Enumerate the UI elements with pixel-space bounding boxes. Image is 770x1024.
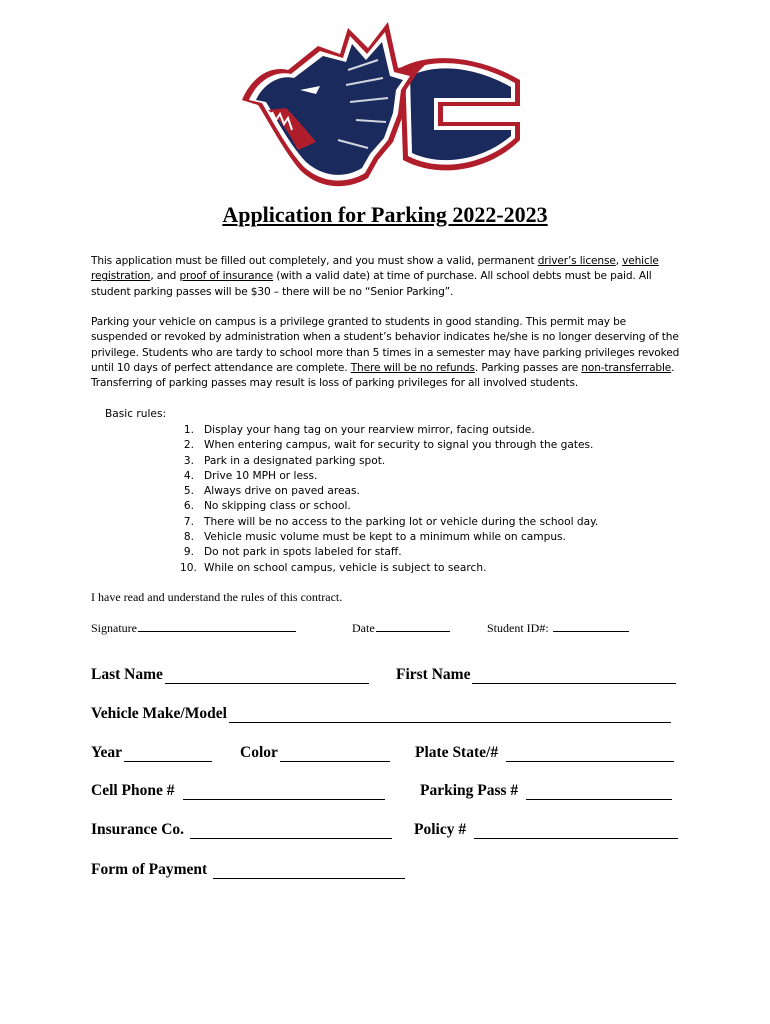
- student-id-line[interactable]: [553, 620, 629, 632]
- rule-text: Do not park in spots labeled for staff.: [204, 546, 402, 559]
- rule-item: [180, 423, 598, 438]
- rule-text: When entering campus, wait for security to signal you through the gates.: [204, 439, 594, 452]
- last-name-line[interactable]: [165, 669, 369, 684]
- privilege-text: Parking your vehicle on campus is a privilege granted to students in good standing. This permit may be suspended or revoked by administration when a student’s behavior indicates he/she is no longer deserving of the privilege. Students who are tardy to school more than 5 times in a semester may have parking privileges revoked until 10 days of perfect attendance are complete.: [91, 316, 680, 374]
- rule-text: Park in a designated parking spot.: [204, 454, 386, 467]
- parking-pass-line[interactable]: [526, 785, 672, 800]
- rule-text: No skipping class or school.: [204, 500, 351, 513]
- date-label: Date: [352, 621, 375, 635]
- acknowledgement-text: I have read and understand the rules of this contract.: [91, 590, 343, 604]
- rule-item: [180, 438, 598, 453]
- rule-item: [180, 545, 598, 560]
- policy-line[interactable]: [474, 824, 678, 839]
- first-name-field[interactable]: [396, 666, 676, 684]
- vehicle-registration-text: vehicle registration: [91, 255, 659, 283]
- first-name-label: First Name: [396, 666, 471, 683]
- year-label: Year: [91, 744, 122, 761]
- rule-text: Display your hang tag on your rearview mirror, facing outside.: [204, 424, 535, 436]
- year-field[interactable]: [91, 744, 212, 762]
- color-line[interactable]: [280, 747, 390, 762]
- vehicle-line[interactable]: [229, 708, 671, 723]
- payment-field[interactable]: [91, 861, 405, 879]
- rule-number: 3.: [183, 454, 194, 467]
- rules-heading: Basic rules:: [105, 408, 167, 420]
- intro-text: ,: [615, 255, 623, 267]
- plate-field[interactable]: [415, 744, 674, 762]
- intro-paragraph: [91, 254, 683, 300]
- privilege-text: . Parking passes are: [474, 361, 582, 374]
- parking-pass-label: Parking Pass #: [420, 782, 519, 799]
- intro-text: (with a valid date) at time of purchase. All school debts must be paid. All student parking passes will be $30 – there will be no “Senior Parking”.: [91, 270, 652, 298]
- vehicle-field[interactable]: [91, 705, 671, 723]
- signature-label: Signature: [91, 621, 137, 635]
- first-name-line[interactable]: [472, 669, 676, 684]
- privilege-paragraph: [91, 315, 683, 391]
- rule-number: 9.: [183, 546, 194, 559]
- cell-phone-label: Cell Phone #: [91, 782, 175, 799]
- no-refunds-text: There will be no refunds: [350, 361, 475, 374]
- rule-number: 5.: [183, 485, 194, 498]
- rule-item: [180, 515, 598, 530]
- rule-number: 10.: [180, 561, 197, 574]
- signature-line[interactable]: [138, 620, 296, 632]
- rule-item: [180, 499, 598, 514]
- last-name-field[interactable]: [91, 666, 369, 684]
- year-line[interactable]: [124, 747, 212, 762]
- cell-phone-field[interactable]: [91, 782, 385, 800]
- last-name-label: Last Name: [91, 666, 163, 683]
- insurance-label: Insurance Co.: [91, 821, 185, 838]
- rule-item: [180, 469, 598, 484]
- rule-text: Always drive on paved areas.: [204, 485, 360, 498]
- rule-item: [180, 530, 598, 545]
- intro-text: This application must be filled out completely, and you must show a valid, permanent: [91, 255, 538, 267]
- color-field[interactable]: [240, 744, 390, 762]
- rule-text: While on school campus, vehicle is subject to search.: [204, 561, 487, 574]
- plate-line[interactable]: [506, 747, 674, 762]
- rule-number: 8.: [183, 531, 194, 544]
- rule-item: [180, 454, 598, 469]
- policy-label: Policy #: [414, 821, 467, 838]
- insurance-line[interactable]: [190, 824, 392, 839]
- non-transferrable-text: non-transferrable: [581, 361, 672, 374]
- rule-text: There will be no access to the parking lot or vehicle during the school day.: [204, 515, 599, 528]
- color-label: Color: [240, 744, 278, 761]
- rule-item: [180, 561, 598, 576]
- rule-text: Vehicle music volume must be kept to a minimum while on campus.: [204, 531, 566, 544]
- date-field[interactable]: [352, 620, 450, 636]
- student-id-field[interactable]: [487, 620, 629, 636]
- policy-field[interactable]: [414, 821, 678, 839]
- rule-number: 6.: [183, 500, 194, 513]
- student-id-label: Student ID#:: [487, 621, 549, 635]
- rule-number: 4.: [183, 469, 194, 482]
- page-title: Application for Parking 2022-2023: [222, 202, 548, 227]
- drivers-license-text: driver’s license: [537, 255, 616, 267]
- plate-label: Plate State/#: [415, 744, 499, 761]
- rule-number: 2.: [183, 439, 194, 452]
- rule-item: [180, 484, 598, 499]
- rule-text: Drive 10 MPH or less.: [204, 469, 318, 482]
- signature-field[interactable]: [91, 620, 296, 636]
- parking-pass-field[interactable]: [420, 782, 672, 800]
- payment-label: Form of Payment: [91, 861, 208, 878]
- rules-list: [180, 423, 598, 576]
- cell-phone-line[interactable]: [183, 785, 385, 800]
- school-logo: [228, 10, 538, 198]
- date-line[interactable]: [376, 620, 450, 632]
- insurance-field[interactable]: [91, 821, 392, 839]
- rule-number: 1.: [183, 424, 194, 436]
- rule-number: 7.: [183, 515, 194, 528]
- vehicle-label: Vehicle Make/Model: [91, 705, 227, 722]
- payment-line[interactable]: [213, 864, 405, 879]
- wildcat-c-logo-icon: [242, 22, 520, 186]
- proof-of-insurance-text: proof of insurance: [179, 270, 274, 283]
- intro-text: , and: [150, 270, 180, 283]
- privilege-text: . Transferring of parking passes may result is loss of parking privileges for all involved students.: [91, 361, 675, 390]
